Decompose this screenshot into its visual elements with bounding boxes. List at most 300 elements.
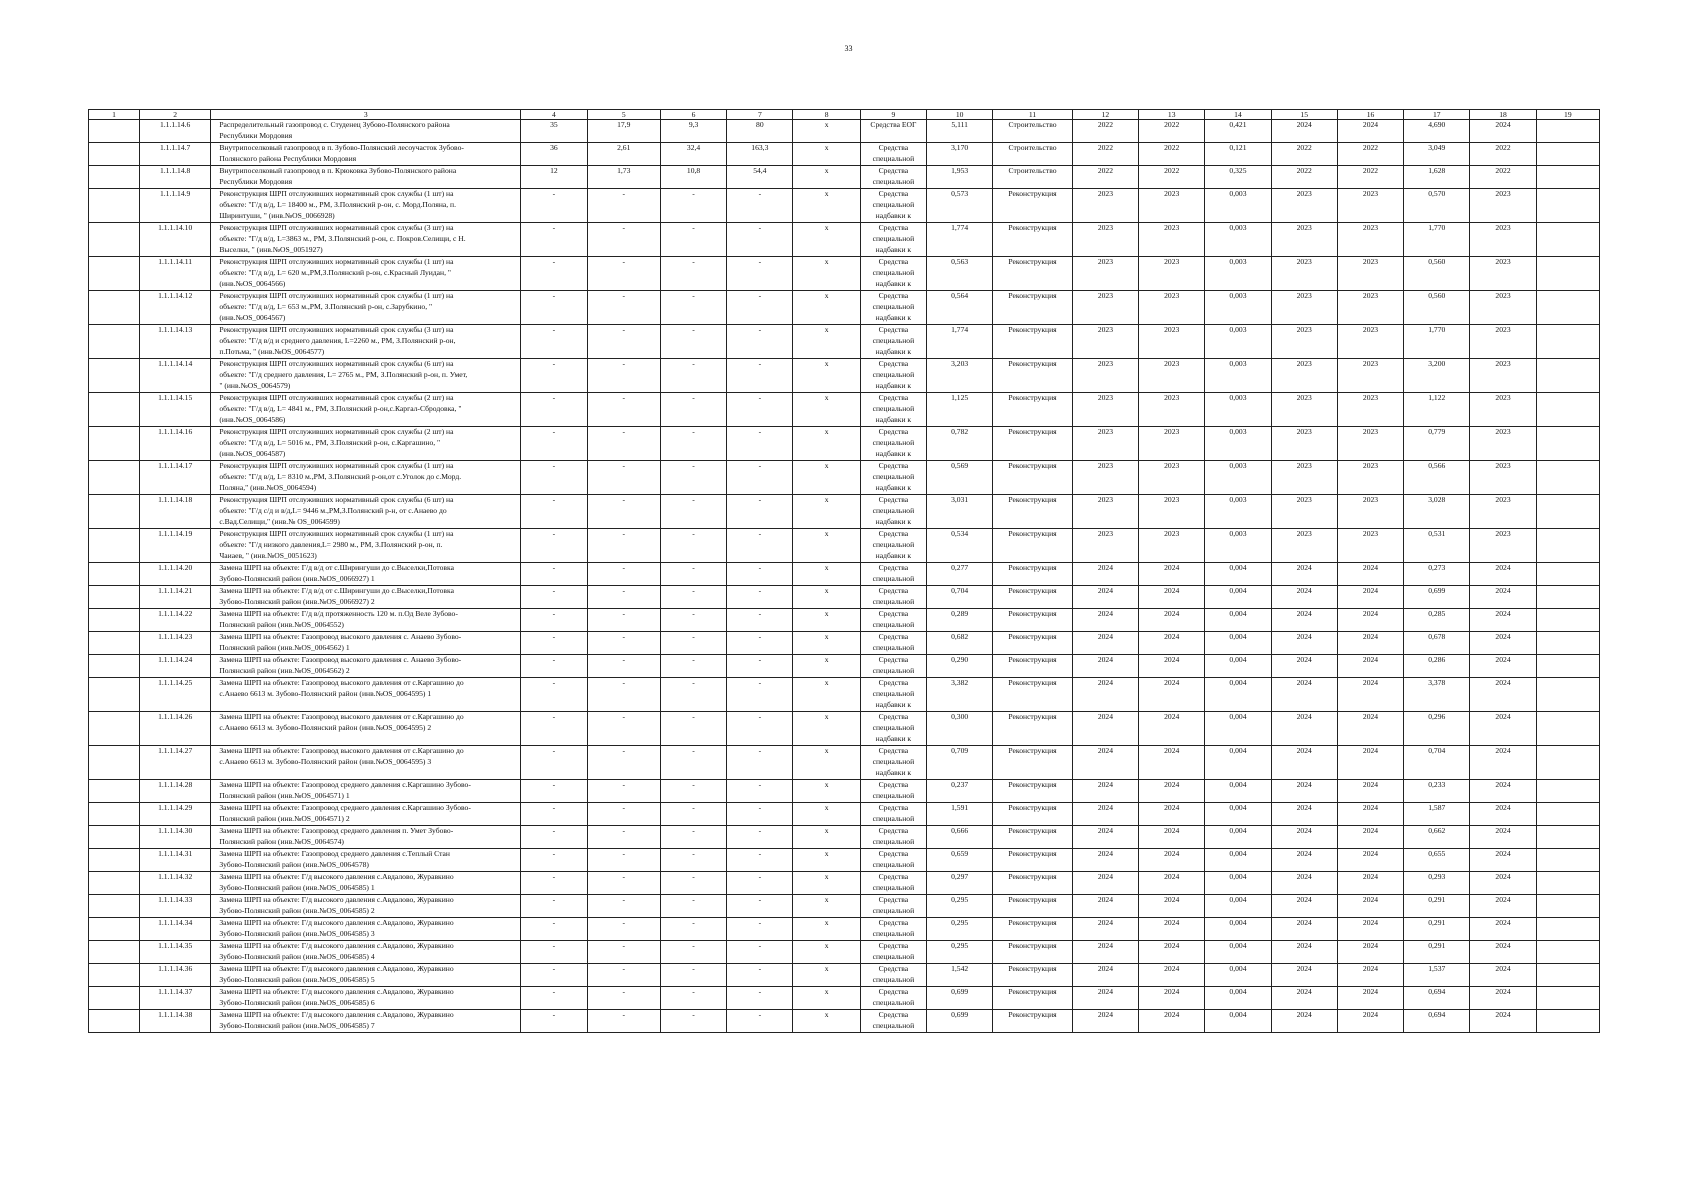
cell-col-1: [89, 987, 140, 1010]
cell-c4: -: [521, 849, 587, 872]
cell-c6: -: [660, 632, 726, 655]
cell-c19: [1536, 655, 1599, 678]
cell-c6: 10,8: [660, 166, 726, 189]
cell-c18: 2023: [1470, 461, 1536, 495]
cell-c12: 2024: [1072, 655, 1138, 678]
cell-c5: -: [587, 586, 660, 609]
cell-c13: 2023: [1139, 529, 1205, 563]
object-name: Реконструкция ШРП отслуживших нормативный срок службы (3 шт) на объекте: "Г/д в/д, L=3863 м., РМ, З.Полянский р-он, с. Покров.Селищи, с Н. Выселки, " (инв.№OS_0051927): [211, 223, 521, 257]
cell-c9: Средства специальной надбавки к: [860, 393, 926, 427]
cell-c5: -: [587, 987, 660, 1010]
cell-c6: -: [660, 655, 726, 678]
cell-c12: 2023: [1072, 291, 1138, 325]
cell-c14: 0,004: [1205, 849, 1271, 872]
cell-c12: 2024: [1072, 780, 1138, 803]
cell-c4: -: [521, 678, 587, 712]
cell-c10: 0,704: [927, 586, 993, 609]
cell-c10: 0,534: [927, 529, 993, 563]
cell-c17: 1,628: [1404, 166, 1470, 189]
row-number: 1.1.1.14.38: [139, 1010, 210, 1033]
cell-c9: Средства специальной: [860, 826, 926, 849]
cell-c8: х: [793, 964, 860, 987]
table-row: [89, 325, 1600, 359]
cell-c13: 2023: [1139, 291, 1205, 325]
cell-c10: 1,953: [927, 166, 993, 189]
cell-c14: 0,004: [1205, 941, 1271, 964]
cell-c12: 2023: [1072, 223, 1138, 257]
object-name: Реконструкция ШРП отслуживших нормативный срок службы (2 шт) на объекте: "Г/д в/д, L= 4841 м., РМ, З.Полянский р-он,с.Каргал-Сбродовка, " (инв.№OS_0064586): [211, 393, 521, 427]
cell-c15: 2024: [1271, 586, 1337, 609]
cell-c6: -: [660, 291, 726, 325]
cell-c17: 0,570: [1404, 189, 1470, 223]
cell-c4: -: [521, 655, 587, 678]
cell-c10: 3,170: [927, 143, 993, 166]
cell-c12: 2024: [1072, 849, 1138, 872]
cell-c4: 35: [521, 120, 587, 143]
cell-c5: -: [587, 495, 660, 529]
cell-c19: [1536, 826, 1599, 849]
table-row: [89, 609, 1600, 632]
row-number: 1.1.1.14.26: [139, 712, 210, 746]
cell-c13: 2024: [1139, 586, 1205, 609]
cell-c17: 0,699: [1404, 586, 1470, 609]
cell-c17: 0,296: [1404, 712, 1470, 746]
cell-c9: Средства специальной: [860, 632, 926, 655]
cell-c9: Средства специальной надбавки к: [860, 746, 926, 780]
cell-col-1: [89, 257, 140, 291]
cell-c7: -: [727, 495, 793, 529]
table-row: [89, 529, 1600, 563]
cell-c4: -: [521, 393, 587, 427]
cell-c4: -: [521, 872, 587, 895]
cell-c12: 2024: [1072, 586, 1138, 609]
object-name: Замена ШРП на объекте: Газопровод высокого давления с. Анаево Зубово- Полянский район (инв.№OS_0064562) 1: [211, 632, 521, 655]
cell-col-1: [89, 655, 140, 678]
table-row: [89, 143, 1600, 166]
cell-c13: 2023: [1139, 257, 1205, 291]
row-number: 1.1.1.14.21: [139, 586, 210, 609]
cell-col-1: [89, 427, 140, 461]
cell-c11: Строительство: [993, 166, 1073, 189]
cell-c7: -: [727, 941, 793, 964]
cell-c15: 2024: [1271, 941, 1337, 964]
cell-c9: Средства специальной: [860, 849, 926, 872]
cell-c18: 2023: [1470, 325, 1536, 359]
cell-c8: х: [793, 461, 860, 495]
cell-c19: [1536, 895, 1599, 918]
cell-c5: -: [587, 872, 660, 895]
cell-c18: 2024: [1470, 780, 1536, 803]
cell-c15: 2024: [1271, 655, 1337, 678]
cell-c11: Реконструкция: [993, 780, 1073, 803]
cell-c8: х: [793, 918, 860, 941]
cell-c19: [1536, 495, 1599, 529]
cell-c16: 2024: [1337, 563, 1403, 586]
cell-c13: 2024: [1139, 918, 1205, 941]
cell-c14: 0,004: [1205, 563, 1271, 586]
cell-c13: 2024: [1139, 780, 1205, 803]
cell-c7: -: [727, 427, 793, 461]
cell-c15: 2024: [1271, 120, 1337, 143]
cell-c5: -: [587, 461, 660, 495]
data-table: [88, 109, 1600, 1033]
object-name: Замена ШРП на объекте: Г/д в/д протяженность 120 м. п.Од Веле Зубово- Полянский район (инв.№OS_0064552): [211, 609, 521, 632]
cell-c6: -: [660, 678, 726, 712]
object-name: Замена ШРП на объекте: Газопровод высокого давления от с.Каргашино до с.Анаево 6613 м. Зубово-Полянский район (инв.№OS_0064595) 2: [211, 712, 521, 746]
row-number: 1.1.1.14.13: [139, 325, 210, 359]
cell-col-1: [89, 143, 140, 166]
cell-c7: -: [727, 609, 793, 632]
cell-c4: -: [521, 291, 587, 325]
cell-c17: 0,291: [1404, 941, 1470, 964]
row-number: 1.1.1.14.15: [139, 393, 210, 427]
cell-col-1: [89, 359, 140, 393]
cell-c19: [1536, 166, 1599, 189]
cell-c10: 0,237: [927, 780, 993, 803]
cell-c16: 2024: [1337, 1010, 1403, 1033]
cell-c17: 3,049: [1404, 143, 1470, 166]
cell-c15: 2023: [1271, 427, 1337, 461]
cell-c16: 2024: [1337, 964, 1403, 987]
cell-c13: 2024: [1139, 964, 1205, 987]
cell-c19: [1536, 849, 1599, 872]
cell-c15: 2023: [1271, 257, 1337, 291]
row-number: 1.1.1.14.35: [139, 941, 210, 964]
cell-c11: Реконструкция: [993, 393, 1073, 427]
cell-c7: -: [727, 849, 793, 872]
cell-c8: х: [793, 941, 860, 964]
cell-c10: 1,591: [927, 803, 993, 826]
column-number-12: 12: [1072, 110, 1138, 120]
cell-c14: 0,421: [1205, 120, 1271, 143]
cell-c9: Средства специальной: [860, 803, 926, 826]
cell-c11: Реконструкция: [993, 325, 1073, 359]
cell-c10: 0,699: [927, 987, 993, 1010]
cell-c17: 0,655: [1404, 849, 1470, 872]
cell-c16: 2024: [1337, 609, 1403, 632]
cell-c12: 2023: [1072, 495, 1138, 529]
cell-c13: 2023: [1139, 223, 1205, 257]
cell-c5: -: [587, 918, 660, 941]
cell-c6: -: [660, 712, 726, 746]
cell-c4: -: [521, 609, 587, 632]
cell-c14: 0,325: [1205, 166, 1271, 189]
cell-c17: 0,285: [1404, 609, 1470, 632]
row-number: 1.1.1.14.32: [139, 872, 210, 895]
cell-c6: -: [660, 780, 726, 803]
cell-c10: 0,699: [927, 1010, 993, 1033]
cell-c15: 2024: [1271, 780, 1337, 803]
cell-c10: 1,125: [927, 393, 993, 427]
cell-c6: -: [660, 872, 726, 895]
table-row: [89, 780, 1600, 803]
table-row: [89, 359, 1600, 393]
cell-col-1: [89, 166, 140, 189]
object-name: Внутрипоселковый газопровод в п. Крюковка Зубово-Полянского района Республики Мордовия: [211, 166, 521, 189]
column-number-19: 19: [1536, 110, 1599, 120]
table-row: [89, 655, 1600, 678]
cell-c12: 2022: [1072, 143, 1138, 166]
cell-c19: [1536, 393, 1599, 427]
cell-c6: -: [660, 495, 726, 529]
cell-c18: 2024: [1470, 941, 1536, 964]
cell-c6: -: [660, 427, 726, 461]
cell-c17: 4,690: [1404, 120, 1470, 143]
cell-col-1: [89, 803, 140, 826]
cell-c5: -: [587, 803, 660, 826]
cell-c12: 2024: [1072, 826, 1138, 849]
cell-c8: х: [793, 325, 860, 359]
cell-c8: х: [793, 291, 860, 325]
cell-c11: Реконструкция: [993, 586, 1073, 609]
cell-c14: 0,004: [1205, 746, 1271, 780]
cell-c19: [1536, 872, 1599, 895]
cell-c19: [1536, 941, 1599, 964]
cell-c17: 0,273: [1404, 563, 1470, 586]
cell-c14: 0,121: [1205, 143, 1271, 166]
cell-c9: Средства специальной: [860, 609, 926, 632]
row-number: 1.1.1.14.24: [139, 655, 210, 678]
cell-c11: Реконструкция: [993, 895, 1073, 918]
cell-c17: 0,694: [1404, 987, 1470, 1010]
cell-c16: 2023: [1337, 223, 1403, 257]
cell-c7: -: [727, 529, 793, 563]
cell-c4: -: [521, 223, 587, 257]
cell-c6: -: [660, 803, 726, 826]
cell-c5: -: [587, 746, 660, 780]
row-number: 1.1.1.14.14: [139, 359, 210, 393]
cell-c19: [1536, 964, 1599, 987]
cell-c14: 0,004: [1205, 609, 1271, 632]
cell-c15: 2024: [1271, 918, 1337, 941]
cell-c9: Средства специальной: [860, 655, 926, 678]
cell-c16: 2024: [1337, 586, 1403, 609]
cell-col-1: [89, 1010, 140, 1033]
cell-c6: -: [660, 895, 726, 918]
cell-c7: -: [727, 461, 793, 495]
cell-c14: 0,004: [1205, 678, 1271, 712]
cell-c4: 12: [521, 166, 587, 189]
column-number-15: 15: [1271, 110, 1337, 120]
cell-c6: 32,4: [660, 143, 726, 166]
cell-c11: Реконструкция: [993, 223, 1073, 257]
table-row: [89, 189, 1600, 223]
cell-c15: 2024: [1271, 803, 1337, 826]
cell-c13: 2023: [1139, 495, 1205, 529]
cell-c17: 0,233: [1404, 780, 1470, 803]
object-name: Замена ШРП на объекте: Г/д высокого давления с.Авдалово, Журавкино Зубово-Полянский район (инв.№OS_0064585) 6: [211, 987, 521, 1010]
cell-c16: 2023: [1337, 461, 1403, 495]
cell-c13: 2023: [1139, 461, 1205, 495]
cell-c6: -: [660, 393, 726, 427]
column-number-8: 8: [793, 110, 860, 120]
cell-c13: 2024: [1139, 872, 1205, 895]
cell-c4: -: [521, 461, 587, 495]
cell-c6: -: [660, 189, 726, 223]
cell-c9: Средства ЕОГ: [860, 120, 926, 143]
cell-c7: -: [727, 325, 793, 359]
table-row: [89, 427, 1600, 461]
cell-c14: 0,003: [1205, 325, 1271, 359]
cell-c9: Средства специальной надбавки к: [860, 529, 926, 563]
column-number-13: 13: [1139, 110, 1205, 120]
cell-c11: Реконструкция: [993, 632, 1073, 655]
cell-c8: х: [793, 427, 860, 461]
row-number: 1.1.1.14.25: [139, 678, 210, 712]
cell-c15: 2024: [1271, 712, 1337, 746]
object-name: Замена ШРП на объекте: Газопровод среднего давления с.Теплый Стан Зубово-Полянский район (инв.№OS_0064578): [211, 849, 521, 872]
cell-c16: 2022: [1337, 166, 1403, 189]
cell-c13: 2024: [1139, 746, 1205, 780]
cell-c19: [1536, 609, 1599, 632]
cell-c18: 2023: [1470, 427, 1536, 461]
cell-c15: 2024: [1271, 872, 1337, 895]
cell-c16: 2024: [1337, 780, 1403, 803]
cell-col-1: [89, 586, 140, 609]
cell-c19: [1536, 746, 1599, 780]
cell-c15: 2024: [1271, 964, 1337, 987]
cell-c13: 2023: [1139, 325, 1205, 359]
cell-c4: -: [521, 941, 587, 964]
cell-c5: -: [587, 964, 660, 987]
cell-c6: -: [660, 918, 726, 941]
cell-col-1: [89, 495, 140, 529]
cell-c9: Средства специальной надбавки к: [860, 223, 926, 257]
cell-c17: 0,560: [1404, 257, 1470, 291]
cell-c18: 2024: [1470, 803, 1536, 826]
row-number: 1.1.1.14.36: [139, 964, 210, 987]
cell-c12: 2023: [1072, 427, 1138, 461]
cell-c10: 0,709: [927, 746, 993, 780]
cell-c12: 2024: [1072, 678, 1138, 712]
table-row: [89, 461, 1600, 495]
cell-c18: 2023: [1470, 359, 1536, 393]
cell-c12: 2022: [1072, 166, 1138, 189]
table-row: [89, 849, 1600, 872]
table-row: [89, 257, 1600, 291]
cell-c12: 2023: [1072, 461, 1138, 495]
cell-c19: [1536, 678, 1599, 712]
cell-c10: 0,295: [927, 895, 993, 918]
cell-c11: Реконструкция: [993, 427, 1073, 461]
cell-c7: -: [727, 586, 793, 609]
cell-c11: Реконструкция: [993, 803, 1073, 826]
cell-c16: 2024: [1337, 918, 1403, 941]
cell-col-1: [89, 826, 140, 849]
row-number: 1.1.1.14.23: [139, 632, 210, 655]
cell-c10: 0,659: [927, 849, 993, 872]
table-row: [89, 872, 1600, 895]
cell-c14: 0,003: [1205, 495, 1271, 529]
cell-c15: 2023: [1271, 325, 1337, 359]
table-row: [89, 632, 1600, 655]
cell-c5: -: [587, 257, 660, 291]
object-name: Реконструкция ШРП отслуживших нормативный срок службы (2 шт) на объекте: "Г/д в/д, L= 5016 м., РМ, З.Полянский р-он, с.Каргашино, " (инв.№OS_0064587): [211, 427, 521, 461]
cell-c8: х: [793, 609, 860, 632]
cell-c19: [1536, 143, 1599, 166]
cell-col-1: [89, 563, 140, 586]
cell-c6: -: [660, 563, 726, 586]
column-number-11: 11: [993, 110, 1073, 120]
row-number: 1.1.1.14.37: [139, 987, 210, 1010]
cell-c13: 2022: [1139, 143, 1205, 166]
object-name: Реконструкция ШРП отслуживших нормативный срок службы (1 шт) на объекте: "Г/д в/д, L= 8310 м.,РМ, З.Полянский р-он,от с.Уголок до с.Морд. Поляна," (инв.№OS_0064594): [211, 461, 521, 495]
cell-c6: -: [660, 746, 726, 780]
cell-c7: -: [727, 803, 793, 826]
cell-c15: 2024: [1271, 609, 1337, 632]
cell-c16: 2023: [1337, 427, 1403, 461]
cell-c4: -: [521, 257, 587, 291]
table-row: [89, 291, 1600, 325]
cell-c9: Средства специальной: [860, 872, 926, 895]
cell-c12: 2024: [1072, 918, 1138, 941]
cell-c17: 1,770: [1404, 325, 1470, 359]
row-number: 1.1.1.14.29: [139, 803, 210, 826]
cell-c13: 2024: [1139, 609, 1205, 632]
cell-c7: -: [727, 359, 793, 393]
cell-c18: 2024: [1470, 586, 1536, 609]
object-name: Реконструкция ШРП отслуживших нормативный срок службы (1 шт) на объекте: "Г/д в/д, L= 18400 м., РМ, З.Полянский р-он, с. Морд.Поляна, п. Ширинтуши, " (инв.№OS_0066928): [211, 189, 521, 223]
row-number: 1.1.1.14.28: [139, 780, 210, 803]
cell-c14: 0,003: [1205, 291, 1271, 325]
cell-c18: 2024: [1470, 746, 1536, 780]
row-number: 1.1.1.14.20: [139, 563, 210, 586]
cell-c15: 2024: [1271, 849, 1337, 872]
cell-c13: 2024: [1139, 712, 1205, 746]
cell-c18: 2024: [1470, 918, 1536, 941]
column-number-17: 17: [1404, 110, 1470, 120]
cell-c9: Средства специальной надбавки к: [860, 325, 926, 359]
cell-c18: 2022: [1470, 166, 1536, 189]
cell-c16: 2024: [1337, 632, 1403, 655]
cell-c15: 2024: [1271, 678, 1337, 712]
cell-c11: Реконструкция: [993, 918, 1073, 941]
cell-c11: Реконструкция: [993, 964, 1073, 987]
cell-c8: х: [793, 495, 860, 529]
cell-c19: [1536, 918, 1599, 941]
cell-c15: 2024: [1271, 632, 1337, 655]
object-name: Реконструкция ШРП отслуживших нормативный срок службы (3 шт) на объекте: "Г/д в/д и среднего давления, L=2260 м., РМ, З.Полянский р-он, п.Потьма, " (инв.№OS_0064577): [211, 325, 521, 359]
cell-c14: 0,004: [1205, 712, 1271, 746]
cell-c11: Реконструкция: [993, 609, 1073, 632]
cell-c12: 2023: [1072, 257, 1138, 291]
cell-c14: 0,004: [1205, 632, 1271, 655]
object-name: Реконструкция ШРП отслуживших нормативный срок службы (1 шт) на объекте: "Г/д в/д, L= 620 м.,РМ,З.Полянский р-он, с.Красный Луидан, " (инв.№OS_0064566): [211, 257, 521, 291]
object-name: Внутрипоселковый газопровод в п. Зубово-Полянский лесоучасток Зубово- Полянского района Республики Мордовия: [211, 143, 521, 166]
cell-col-1: [89, 189, 140, 223]
object-name: Замена ШРП на объекте: Г/д высокого давления с.Авдалово, Журавкино Зубово-Полянский район (инв.№OS_0064585) 4: [211, 941, 521, 964]
cell-c6: -: [660, 529, 726, 563]
cell-c18: 2023: [1470, 291, 1536, 325]
cell-c5: -: [587, 359, 660, 393]
cell-c7: 54,4: [727, 166, 793, 189]
cell-c14: 0,004: [1205, 826, 1271, 849]
cell-c5: -: [587, 780, 660, 803]
cell-c17: 1,587: [1404, 803, 1470, 826]
cell-c4: -: [521, 529, 587, 563]
cell-c5: 2,61: [587, 143, 660, 166]
cell-c18: 2024: [1470, 712, 1536, 746]
cell-c9: Средства специальной надбавки к: [860, 257, 926, 291]
cell-c7: -: [727, 746, 793, 780]
cell-c15: 2022: [1271, 143, 1337, 166]
cell-c18: 2024: [1470, 678, 1536, 712]
cell-c9: Средства специальной надбавки к: [860, 189, 926, 223]
cell-c14: 0,004: [1205, 964, 1271, 987]
cell-c11: Реконструкция: [993, 746, 1073, 780]
cell-c13: 2024: [1139, 803, 1205, 826]
cell-c13: 2024: [1139, 826, 1205, 849]
